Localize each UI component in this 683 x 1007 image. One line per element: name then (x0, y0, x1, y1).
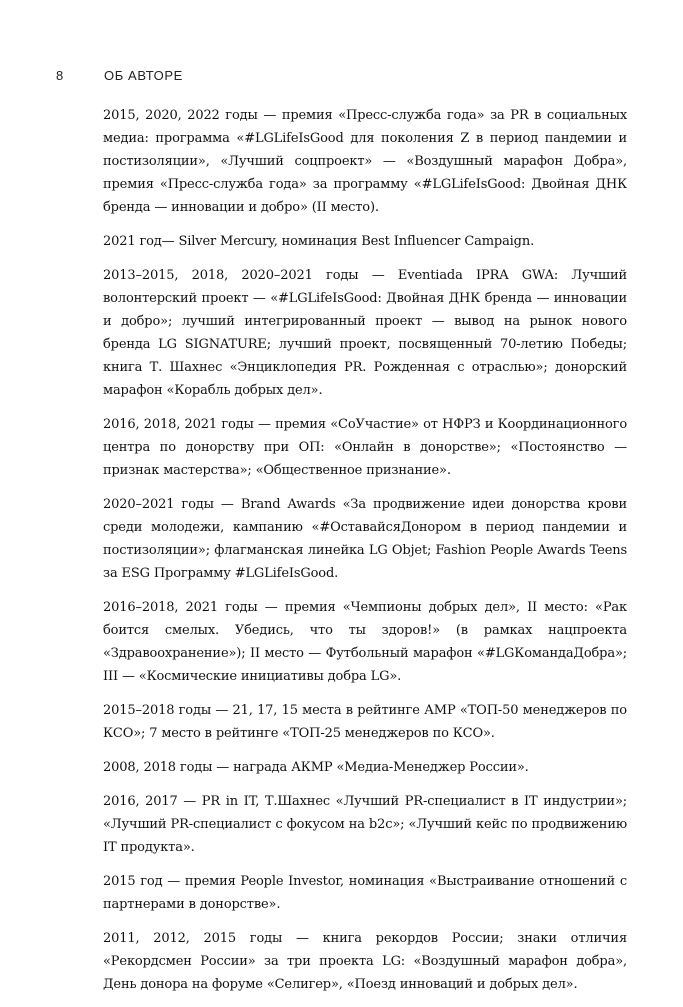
award-paragraph: 2013–2015, 2018, 2020–2021 годы — Eventiada IPRA GWA: Лучший волонтерский проект — «#LGLifeIsGood: Двойная ДНК бренда — инновации и добро»; лучший интегрированный проект — вывод на рынок нового бренда LG SIGNATURE; лучший проект, посвященный 70-летию Победы; книга Т. Шахнес «Энциклопедия PR. Рожденная с отраслью»; донорский марафон «Корабль добрых дел». (103, 268, 627, 398)
award-paragraph: 2016, 2018, 2021 годы — премия «СоУчастие» от НФРЗ и Координационного центра по донорству при ОП: «Онлайн в донорстве»; «Постоянство — признак мастерства»; «Общественное признание». (103, 417, 627, 478)
award-paragraph: 2016–2018, 2021 годы — премия «Чемпионы добрых дел», II место: «Рак боится смелых. Убедись, что ты здоров!» (в рамках нацпроекта «Здравоохранение»); II место — Футбольный марафон «#LGКомандаДобра»; III — «Космические инициативы добра LG». (103, 600, 627, 684)
section-title: ОБ АВТОРЕ (104, 68, 183, 83)
award-paragraph: 2016, 2017 — PR in IT, Т.Шахнес «Лучший PR-специалист в IT индустрии»; «Лучший PR-специалист с фокусом на b2c»; «Лучший кейс по продвижению IT продукта». (103, 794, 627, 855)
award-paragraph: 2015–2018 годы — 21, 17, 15 места в рейтинге АМР «ТОП-50 менеджеров по КСО»; 7 место в рейтинге «ТОП-25 менеджеров по КСО». (103, 703, 627, 741)
award-paragraph: 2008, 2018 годы — награда АКМР «Медиа-Менеджер России». (103, 760, 529, 775)
awards-list (103, 104, 627, 1007)
award-paragraph: 2015, 2020, 2022 годы — премия «Пресс-служба года» за PR в социальных медиа: программа «#LGLifeIsGood для поколения Z в период пандемии и постизоляции», «Лучший соцпроект» — «Воздушный марафон Добра», премия «Пресс-служба года» за программу «#LGLifeIsGood: Двойная ДНК бренда — инновации и добро» (II место). (103, 108, 627, 215)
award-paragraph: 2020–2021 годы — Brand Awards «За продвижение идеи донорства крови среди молодежи, кампанию «#ОставайсяДонором в период пандемии и постизоляции»; флагманская линейка LG Objet; Fashion People Awards Teens за ESG Программу #LGLifeIsGood. (103, 497, 627, 581)
award-paragraph: 2015 год — премия People Investor, номинация «Выстраивание отношений с партнерами в донорстве». (103, 874, 627, 912)
page-number: 8 (56, 68, 64, 83)
award-paragraph: 2021 год— Silver Mercury, номинация Best Influencer Campaign. (103, 234, 535, 249)
award-paragraph: 2011, 2012, 2015 годы — книга рекордов России; знаки отличия «Рекордсмен России» за три проекта LG: «Воздушный марафон добра», День донора на форуме «Селигер», «Поезд инноваций и добрых дел». (103, 931, 627, 992)
running-header (56, 68, 183, 84)
